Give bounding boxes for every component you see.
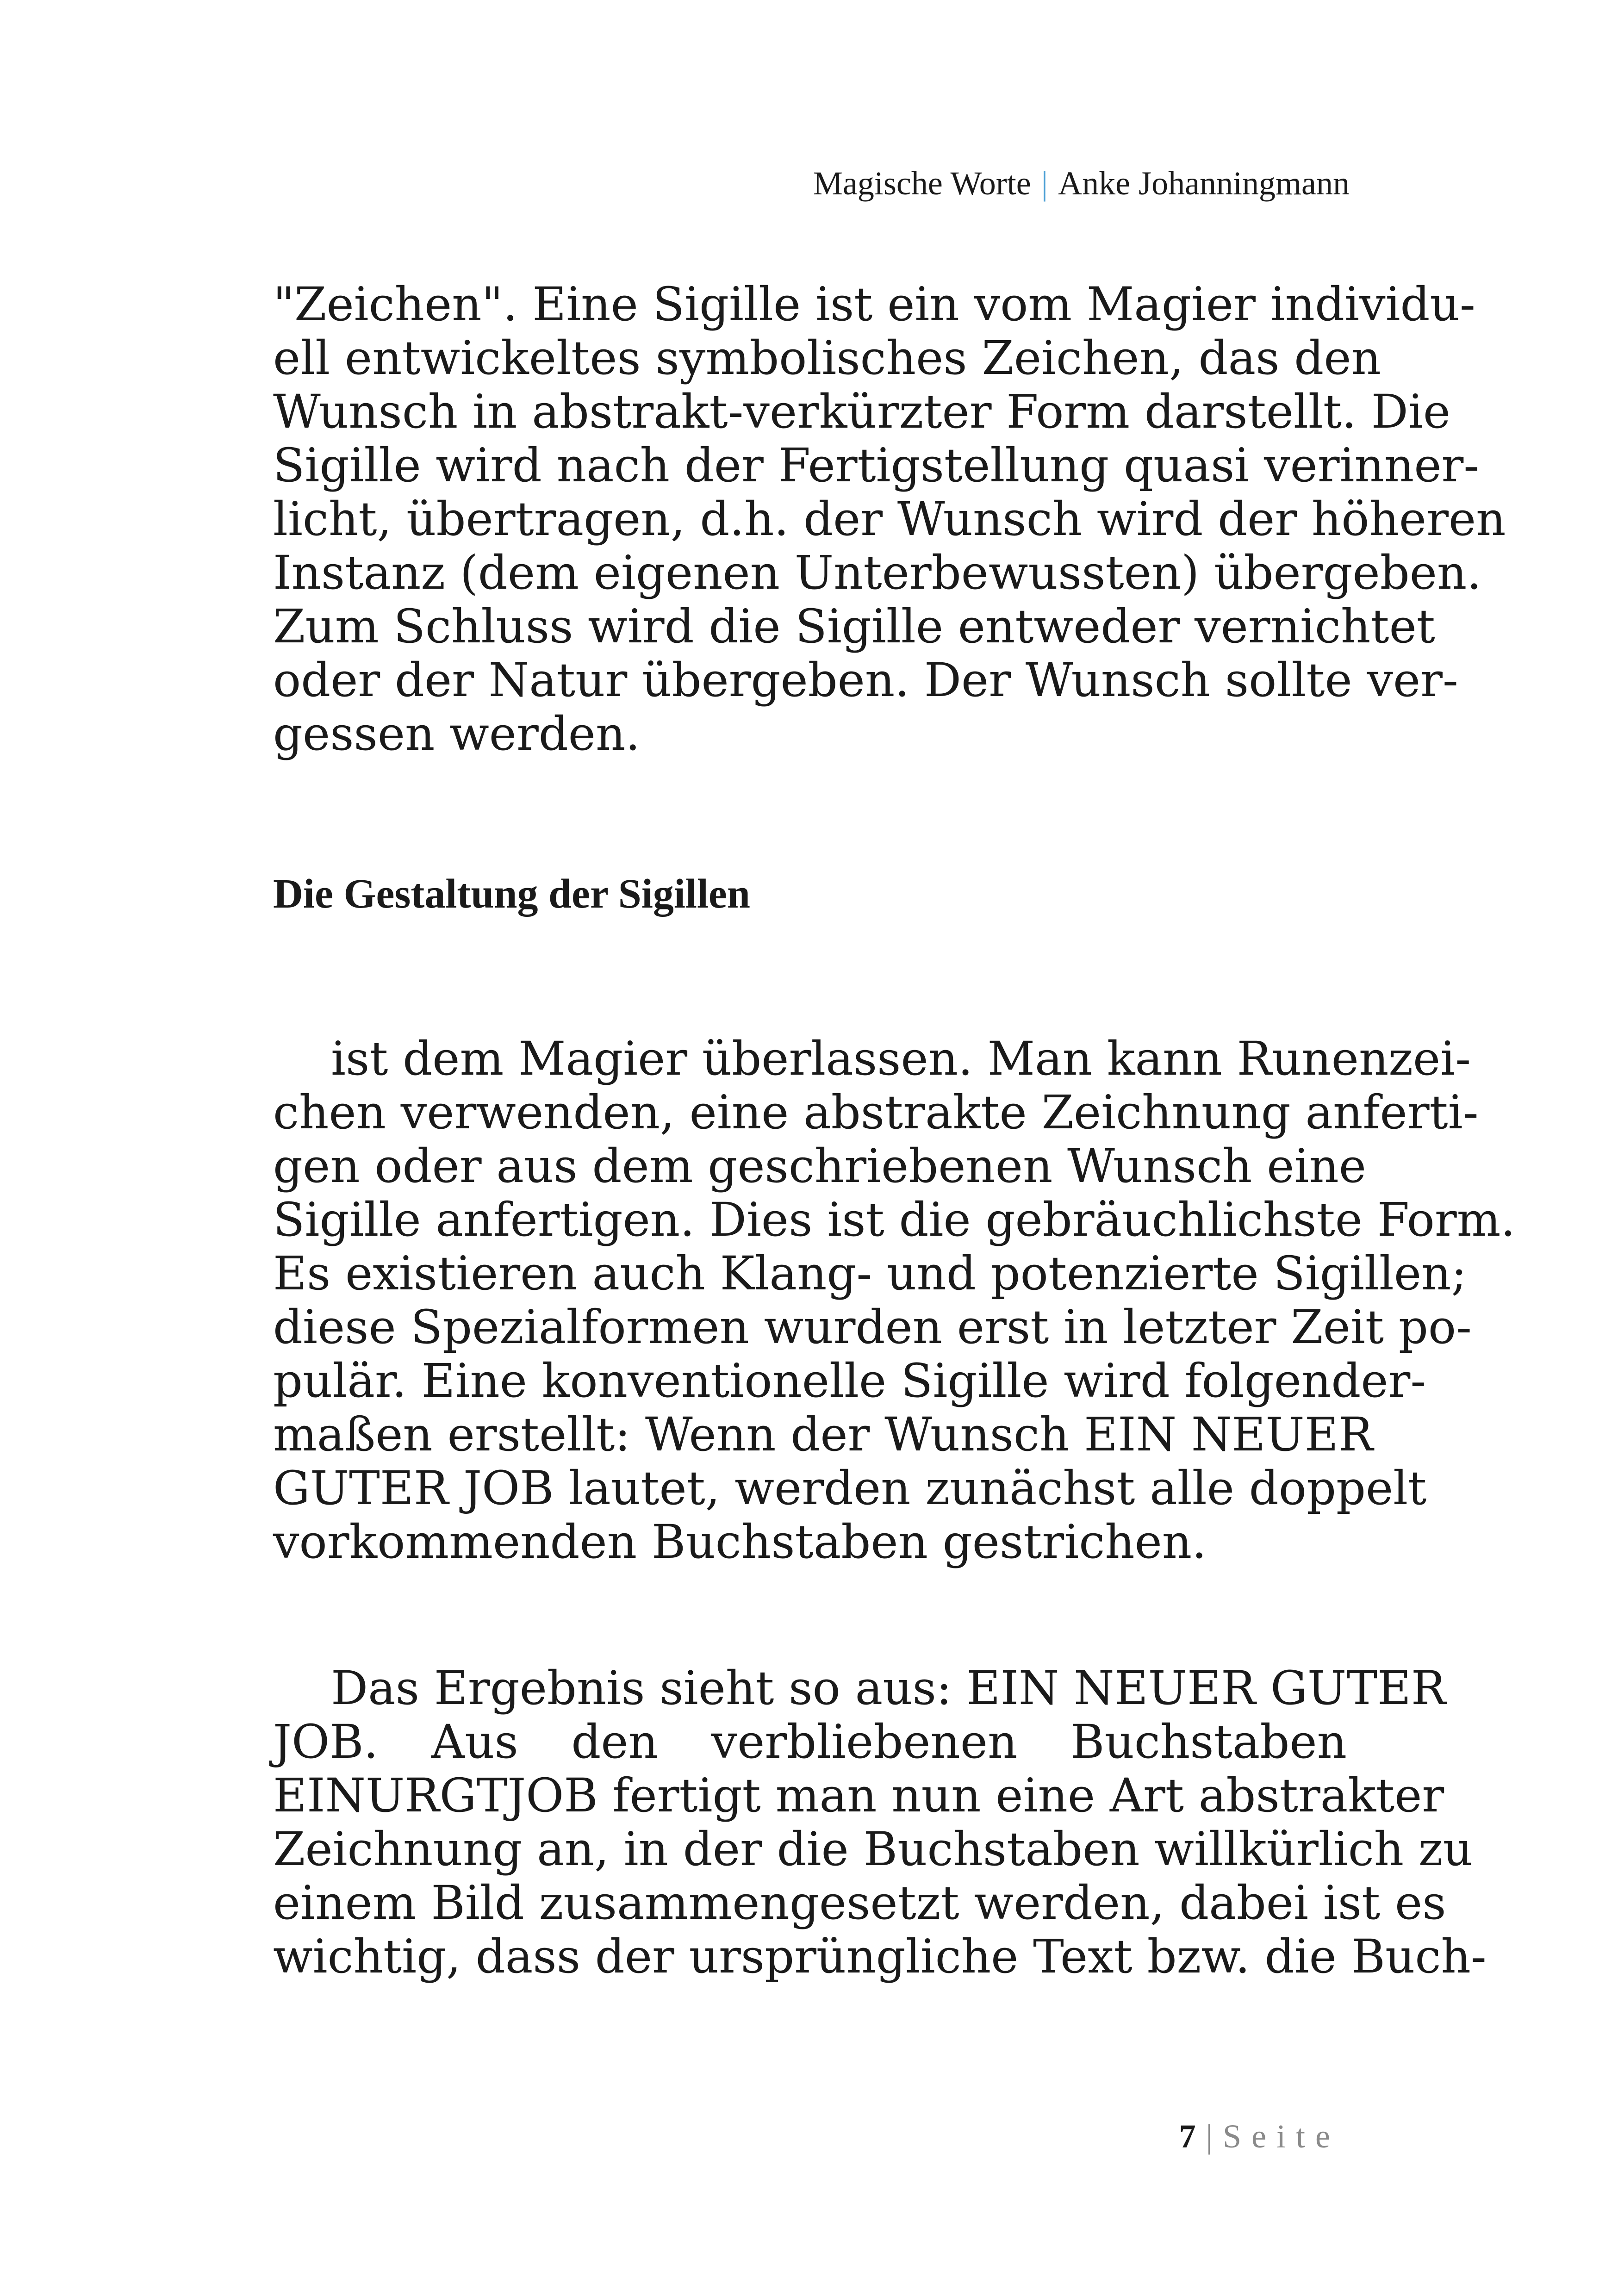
paragraph-line: ist dem Magier überlassen. Man kann Runenzei- [331, 1032, 1471, 1086]
header-author: Anke Johanningmann [1058, 165, 1350, 202]
paragraph-line: Zeichnung an, in der die Buchstaben willkürlich zu [273, 1822, 1473, 1876]
paragraph-line: einem Bild zusammengesetzt werden, dabei ist es [273, 1876, 1446, 1930]
paragraph-line: JOB. Aus den verbliebenen Buchstaben [273, 1715, 1347, 1769]
paragraph-line: "Zeichen". Eine Sigille ist ein vom Magier individu- [273, 277, 1475, 331]
paragraph-line: pulär. Eine konventionelle Sigille wird folgender- [273, 1354, 1426, 1408]
paragraph-line: vorkommenden Buchstaben gestrichen. [273, 1515, 1207, 1569]
paragraph-line: chen verwenden, eine abstrakte Zeichnung anferti- [273, 1085, 1479, 1139]
paragraph-line: gessen werden. [273, 707, 641, 761]
paragraph-line: GUTER JOB lautet, werden zunächst alle doppelt [273, 1461, 1427, 1515]
paragraph-line: Instanz (dem eigenen Unterbewussten) übergeben. [273, 546, 1482, 600]
page-number: 7 [1179, 2118, 1196, 2155]
paragraph-line: ell entwickeltes symbolisches Zeichen, das den [273, 331, 1381, 385]
paragraph-line: Zum Schluss wird die Sigille entweder vernichtet [273, 599, 1435, 653]
paragraph-line: EINURGTJOB fertigt man nun eine Art abstrakter [273, 1768, 1444, 1823]
paragraph-line: Sigille anfertigen. Dies ist die gebräuchlichste Form. [273, 1193, 1516, 1247]
paragraph-line: maßen erstellt: Wenn der Wunsch EIN NEUER [273, 1407, 1374, 1462]
page-label: Seite [1223, 2118, 1340, 2155]
section-heading: Die Gestaltung der Sigillen [273, 871, 750, 917]
running-header [813, 164, 1350, 203]
header-separator: | [1041, 165, 1048, 202]
paragraph-line: Wunsch in abstrakt-verkürzter Form darstellt. Die [273, 385, 1450, 439]
paragraph-line: Das Ergebnis sieht so aus: EIN NEUER GUTER [331, 1661, 1446, 1715]
paragraph-line: diese Spezialformen wurden erst in letzter Zeit po- [273, 1300, 1472, 1354]
paragraph-line: licht, übertragen, d.h. der Wunsch wird der höheren [273, 492, 1506, 546]
paragraph-line: Es existieren auch Klang- und potenzierte Sigillen; [273, 1246, 1467, 1300]
paragraph-line: gen oder aus dem geschriebenen Wunsch eine [273, 1139, 1366, 1193]
header-title: Magische Worte [813, 165, 1031, 202]
paragraph-line: oder der Natur übergeben. Der Wunsch sollte ver- [273, 653, 1458, 707]
footer-separator: | [1206, 2118, 1213, 2155]
paragraph-line: Sigille wird nach der Fertigstellung quasi verinner- [273, 438, 1480, 492]
paragraph-line: wichtig, dass der ursprüngliche Text bzw. die Buch- [273, 1929, 1487, 1984]
page-footer [1179, 2117, 1340, 2156]
